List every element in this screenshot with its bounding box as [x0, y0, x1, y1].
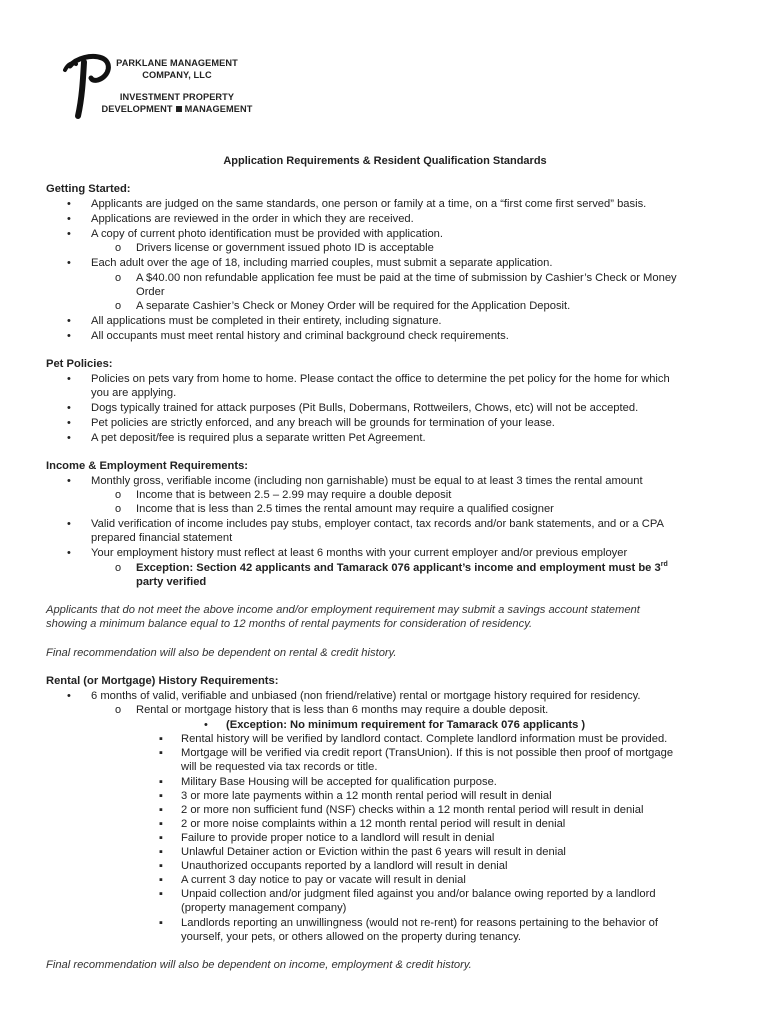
final-note: Final recommendation will also be dependent on income, employment & credit history. — [46, 959, 472, 971]
square-bullet-icon: ▪ — [159, 733, 163, 745]
square-bullet-icon: ▪ — [159, 747, 163, 759]
list-item: A pet deposit/fee is required plus a separate written Pet Agreement. — [91, 432, 426, 444]
bullet-icon: • — [67, 547, 71, 559]
list-item: Landlords reporting an unwillingness (would not re-rent) for reasons pertaining to the behavior of — [181, 917, 658, 929]
bullet-icon: • — [67, 315, 71, 327]
bullet-icon: • — [204, 719, 208, 731]
page-title: Application Requirements & Resident Qualification Standards — [223, 155, 547, 167]
list-item: Unpaid collection and/or judgment filed against you and/or balance owing reported by a landlord — [181, 888, 656, 900]
list-item: Military Base Housing will be accepted for qualification purpose. — [181, 776, 497, 788]
square-bullet-icon: ▪ — [159, 917, 163, 929]
bullet-icon: • — [67, 330, 71, 342]
company-name: PARKLANE MANAGEMENT COMPANY, LLC — [116, 58, 238, 80]
square-bullet-icon: ▪ — [159, 832, 163, 844]
list-item: Mortgage will be verified via credit report (TransUnion). If this is not possible then proof of mortgage — [181, 747, 674, 759]
list-item: Your employment history must reflect at least 6 months with your current employer and/or previous employer — [91, 547, 628, 559]
sub-list-item: A $40.00 non refundable application fee must be paid at the time of submission by Cashier’s Check or Money — [136, 272, 677, 284]
rental-heading: Rental (or Mortgage) History Requirements: — [46, 675, 279, 687]
bullet-icon: • — [67, 228, 71, 240]
bullet-icon: • — [67, 475, 71, 487]
square-bullet-icon: ▪ — [159, 846, 163, 858]
list-item-cont: you are applying. — [91, 387, 177, 399]
square-bullet-icon: ▪ — [159, 874, 163, 886]
bullet-icon: • — [67, 690, 71, 702]
square-bullet-icon: ▪ — [159, 818, 163, 830]
circle-bullet-icon: o — [115, 704, 122, 716]
square-bullet-icon: ▪ — [159, 860, 163, 872]
list-item: A copy of current photo identification must be provided with application. — [91, 228, 443, 240]
list-item-cont: yourself, your pets, or others allowed on the property during tenancy. — [181, 931, 521, 943]
square-bullet-icon: ▪ — [159, 804, 163, 816]
circle-bullet-icon: o — [115, 272, 122, 284]
list-item: 2 or more non sufficient fund (NSF) checks within a 12 month rental period will result in denial — [181, 804, 644, 816]
list-item: Applications are reviewed in the order in which they are received. — [91, 213, 414, 225]
exception-note: Exception: Section 42 applicants and Tamarack 076 applicant’s income and employment must be 3rd — [136, 561, 668, 574]
getting-started-heading: Getting Started: — [46, 183, 131, 195]
list-item: Policies on pets vary from home to home. Please contact the office to determine the pet policy for the home for which — [91, 373, 670, 385]
bullet-icon: • — [67, 402, 71, 414]
square-bullet-icon: ▪ — [159, 888, 163, 900]
list-item: 3 or more late payments within a 12 month rental period will result in denial — [181, 790, 552, 802]
circle-bullet-icon: o — [115, 503, 122, 515]
circle-bullet-icon: o — [115, 300, 122, 312]
list-item: A current 3 day notice to pay or vacate will result in denial — [181, 874, 466, 886]
exception-note-cont: party verified — [136, 576, 207, 588]
list-item-cont: prepared financial statement — [91, 532, 233, 544]
list-item: Applicants are judged on the same standards, one person or family at a time, on a “first come first served” basis. — [91, 198, 647, 210]
bullet-icon: • — [67, 432, 71, 444]
circle-bullet-icon: o — [115, 562, 122, 574]
list-item: Valid verification of income includes pay stubs, employer contact, tax records and/or bank statements, and or a CPA — [91, 518, 664, 530]
list-item: Pet policies are strictly enforced, and any breach will be grounds for termination of your lease. — [91, 417, 555, 429]
sub-list-item: Income that is less than 2.5 times the rental amount may require a qualified cosigner — [136, 503, 554, 515]
circle-bullet-icon: o — [115, 242, 122, 254]
bullet-icon: • — [67, 213, 71, 225]
square-bullet-icon: ▪ — [159, 790, 163, 802]
bullet-icon: • — [67, 518, 71, 530]
list-item-cont: will be requested via tax records or title. — [181, 761, 378, 773]
list-item: Failure to provide proper notice to a landlord will result in denial — [181, 832, 495, 844]
list-item: All occupants must meet rental history and criminal background check requirements. — [91, 330, 509, 342]
savings-note-line2: showing a minimum balance equal to 12 months of rental payments for consideration of residency. — [46, 618, 533, 630]
sub-list-item: Drivers license or government issued photo ID is acceptable — [136, 242, 434, 254]
square-separator-icon — [176, 106, 182, 112]
list-item: All applications must be completed in their entirety, including signature. — [91, 315, 442, 327]
circle-bullet-icon: o — [115, 489, 122, 501]
income-heading: Income & Employment Requirements: — [46, 460, 249, 472]
savings-note-line1: Applicants that do not meet the above income and/or employment requirement may submit a savings account statement — [46, 604, 640, 616]
list-item: Each adult over the age of 18, including married couples, must submit a separate application. — [91, 257, 553, 269]
sub-list-item-cont: Order — [136, 286, 165, 298]
list-item: Monthly gross, verifiable income (including non garnishable) must be equal to at least 3 times the rental amount — [91, 475, 643, 487]
sub-list-item: Rental or mortgage history that is less than 6 months may require a double deposit. — [136, 704, 549, 716]
list-item: Unlawful Detainer action or Eviction within the past 6 years will result in denial — [181, 846, 566, 858]
list-item: Unauthorized occupants reported by a landlord will result in denial — [181, 860, 508, 872]
square-bullet-icon: ▪ — [159, 776, 163, 788]
bullet-icon: • — [67, 373, 71, 385]
recommendation-note: Final recommendation will also be dependent on rental & credit history. — [46, 647, 397, 659]
company-tagline: INVESTMENT PROPERTY DEVELOPMENT MANAGEMENT — [101, 92, 253, 114]
list-item: Dogs typically trained for attack purposes (Pit Bulls, Dobermans, Rottweilers, Chows, etc) will not be accepted. — [91, 402, 639, 414]
pet-policies-heading: Pet Policies: — [46, 358, 113, 370]
list-item: 6 months of valid, verifiable and unbiased (non friend/relative) rental or mortgage history required for residency. — [91, 690, 641, 702]
list-item: Rental history will be verified by landlord contact. Complete landlord information must be provided. — [181, 733, 668, 745]
sub-list-item: Income that is between 2.5 – 2.99 may require a double deposit — [136, 489, 452, 501]
bullet-icon: • — [67, 417, 71, 429]
exception-note: (Exception: No minimum requirement for Tamarack 076 applicants ) — [226, 719, 586, 731]
list-item-cont: (property management company) — [181, 902, 347, 914]
sub-list-item: A separate Cashier’s Check or Money Order will be required for the Application Deposit. — [136, 300, 571, 312]
bullet-icon: • — [67, 257, 71, 269]
list-item: 2 or more noise complaints within a 12 month rental period will result in denial — [181, 818, 566, 830]
bullet-icon: • — [67, 198, 71, 210]
